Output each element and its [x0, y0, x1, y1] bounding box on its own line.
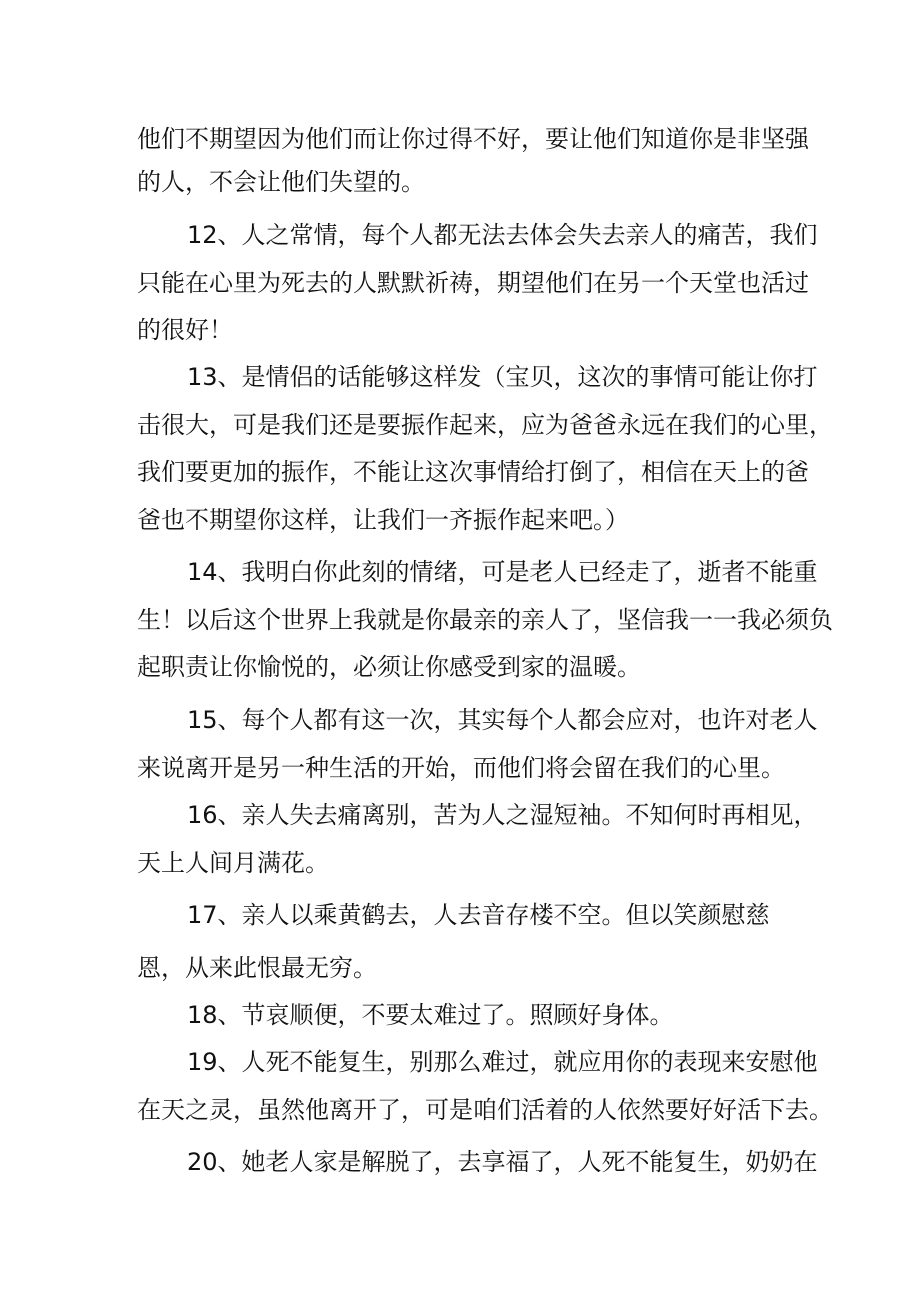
paragraph-13-line: 13、是情侣的话能够这样发（宝贝，这次的事情可能让你打: [187, 363, 818, 391]
text-line: 恩，从来此恨最无穷。: [137, 954, 377, 982]
text-line: 我们要更加的振作，不能让这次事情给打倒了，相信在天上的爸: [137, 458, 809, 486]
text-line: 的很好！: [137, 316, 233, 344]
text-line: 来说离开是另一种生活的开始，而他们将会留在我们的心里。: [137, 754, 785, 782]
paragraph-17-line: 17、亲人以乘黄鹤去，人去音存楼不空。但以笑颜慰慈: [187, 901, 770, 929]
paragraph-12-line: 12、人之常情，每个人都无法去体会失去亲人的痛苦，我们: [187, 221, 818, 249]
paragraph-15-line: 15、每个人都有这一次，其实每个人都会应对，也许对老人: [187, 706, 818, 734]
text-line: 的人，不会让他们失望的。: [137, 168, 425, 196]
text-line: 爸也不期望你这样，让我们一齐振作起来吧。）: [137, 506, 629, 534]
text-line: 起职责让你愉悦的，必须让你感受到家的温暖。: [137, 653, 641, 681]
text-line: 在天之灵，虽然他离开了，可是咱们活着的人依然要好好活下去。: [137, 1096, 833, 1124]
text-line: 击很大，可是我们还是要振作起来，应为爸爸永远在我们的心里，: [137, 411, 833, 439]
paragraph-18-line: 18、节哀顺便，不要太难过了。照顾好身体。: [187, 1001, 674, 1029]
paragraph-14-line: 14、我明白你此刻的情绪，可是老人已经走了，逝者不能重: [187, 558, 818, 586]
text-line: 他们不期望因为他们而让你过得不好，要让他们知道你是非坚强: [137, 125, 809, 153]
paragraph-16-line: 16、亲人失去痛离别，苦为人之湿短袖。不知何时再相见，: [187, 801, 818, 829]
text-line: 只能在心里为死去的人默默祈祷，期望他们在另一个天堂也活过: [137, 269, 809, 297]
text-line: 天上人间月满花。: [137, 849, 329, 877]
paragraph-19-line: 19、人死不能复生，别那么难过，就应用你的表现来安慰他: [187, 1048, 818, 1076]
paragraph-20-line: 20、她老人家是解脱了，去享福了，人死不能复生，奶奶在: [187, 1148, 818, 1176]
text-line: 生！以后这个世界上我就是你最亲的亲人了，坚信我一一我必须负: [137, 606, 833, 634]
